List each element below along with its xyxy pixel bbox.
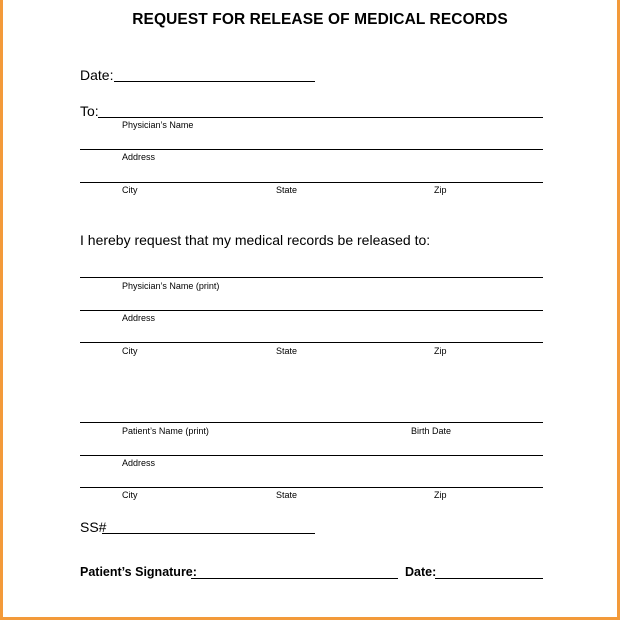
physician-name-caption: Physician’s Name: [122, 120, 194, 130]
recipient-name-caption: Physician’s Name (print): [122, 281, 220, 291]
page-border-left: [0, 0, 3, 620]
to-label: To:: [80, 103, 99, 119]
recipient-city-line[interactable]: [80, 342, 543, 343]
patient-address-line[interactable]: [80, 455, 543, 456]
physician-city-line[interactable]: [80, 182, 543, 183]
physician-city-caption: City: [122, 185, 138, 195]
recipient-state-caption: State: [276, 346, 298, 356]
patient-city-line[interactable]: [80, 487, 543, 488]
recipient-city-caption: City: [122, 346, 138, 356]
physician-name-line[interactable]: [98, 117, 543, 118]
physician-address-line[interactable]: [80, 149, 543, 150]
patient-name-line[interactable]: [80, 422, 543, 423]
recipient-address-line[interactable]: [80, 310, 543, 311]
patient-state-caption: State: [276, 490, 298, 500]
recipient-name-line[interactable]: [80, 277, 543, 278]
physician-zip-caption: Zip: [434, 185, 447, 195]
date-label: Date:: [80, 67, 114, 83]
ss-label: SS#: [80, 519, 107, 535]
patient-city-caption: City: [122, 490, 138, 500]
signature-date-line[interactable]: [435, 578, 543, 579]
patient-address-caption: Address: [122, 458, 156, 468]
signature-label: Patient’s Signature:: [80, 565, 197, 579]
patient-name-caption: Patient’s Name (print): [122, 426, 209, 436]
form-title: REQUEST FOR RELEASE OF MEDICAL RECORDS: [132, 11, 508, 28]
signature-date-label: Date:: [405, 565, 437, 579]
patient-zip-caption: Zip: [434, 490, 447, 500]
date-line[interactable]: [114, 81, 315, 82]
recipient-zip-caption: Zip: [434, 346, 447, 356]
ss-line[interactable]: [102, 533, 315, 534]
physician-address-caption: Address: [122, 152, 156, 162]
recipient-address-caption: Address: [122, 313, 156, 323]
physician-state-caption: State: [276, 185, 298, 195]
birth-date-caption: Birth Date: [411, 426, 452, 436]
signature-line[interactable]: [191, 578, 398, 579]
request-statement: I hereby request that my medical records be released to:: [80, 232, 431, 248]
